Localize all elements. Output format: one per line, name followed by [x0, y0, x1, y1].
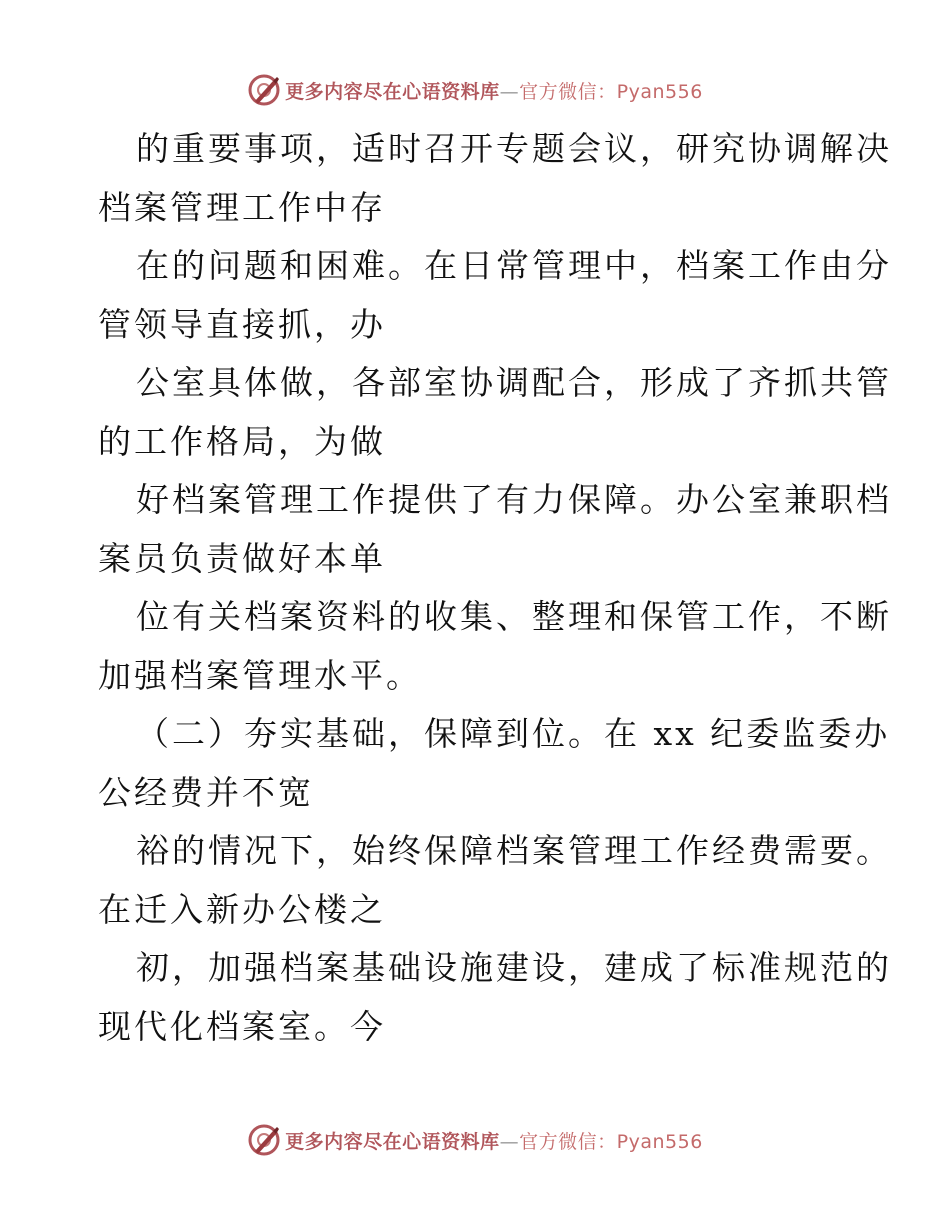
- body-line: 现代化档案室。今: [98, 1006, 386, 1046]
- body-line: 裕的情况下，始终保障档案管理工作经费需要。: [136, 831, 892, 870]
- body-line: 案员负责做好本单: [98, 538, 386, 578]
- body-line: 好档案管理工作提供了有力保障。办公室兼职档: [136, 480, 892, 519]
- banner-main-text: 更多内容尽在心语资料库: [285, 80, 500, 103]
- banner-text: [285, 1127, 703, 1154]
- body-line: 档案管理工作中存: [98, 187, 386, 227]
- body-line: 公经费并不宽: [98, 772, 314, 812]
- body-line: 公室具体做，各部室协调配合，形成了齐抓共管: [136, 363, 892, 402]
- footer-banner: [0, 1120, 950, 1160]
- body-line: 在迁入新办公楼之: [98, 889, 386, 929]
- body-line: 位有关档案资料的收集、整理和保管工作，不断: [136, 597, 892, 636]
- banner-text: [285, 77, 703, 104]
- banner-wechat-text: 官方微信：Pyan556: [519, 1130, 703, 1153]
- banner-wechat-text: 官方微信：Pyan556: [519, 80, 703, 103]
- document-body: [98, 120, 892, 1056]
- body-line: 在的问题和困难。在日常管理中，档案工作由分: [136, 246, 892, 285]
- banner-main-text: 更多内容尽在心语资料库: [285, 1130, 500, 1153]
- banner-dash: —: [499, 1130, 520, 1153]
- body-line: 初，加强档案基础设施建设，建成了标准规范的: [136, 948, 892, 987]
- pen-logo-icon: [247, 1123, 281, 1157]
- body-line: 的工作格局，为做: [98, 421, 386, 461]
- header-banner: [0, 70, 950, 110]
- body-line: （二）夯实基础，保障到位。在 xx 纪委监委办: [136, 714, 891, 753]
- body-line: 的重要事项，适时召开专题会议，研究协调解决: [136, 129, 892, 168]
- banner-dash: —: [499, 80, 520, 103]
- pen-logo-icon: [247, 73, 281, 107]
- body-line: 加强档案管理水平。: [98, 655, 422, 695]
- body-line: 管领导直接抓，办: [98, 304, 386, 344]
